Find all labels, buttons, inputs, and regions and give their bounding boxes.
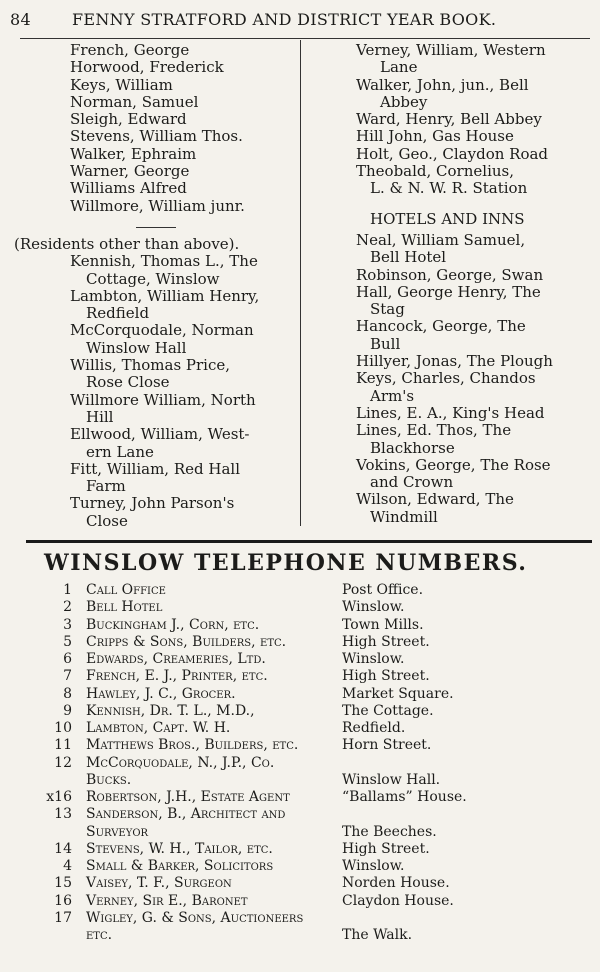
subscriber-name: Bucks. — [86, 771, 132, 788]
telephone-row — [0, 841, 600, 858]
telephone-row — [0, 651, 600, 668]
hotel-entry: Vokins, George, The Rose — [356, 455, 551, 474]
subscriber-location: The Beeches. — [342, 823, 437, 840]
resident-entry: Lambton, William Henry, — [70, 286, 260, 305]
subscriber-name: Robertson, J.H., Estate Agent — [86, 789, 290, 805]
name-entry: Stevens, William Thos. — [70, 127, 243, 146]
subscriber-location: Market Square. — [342, 685, 454, 702]
resident-entry-cont: Redfield — [86, 304, 150, 323]
resident-entry-cont: Farm — [86, 477, 126, 496]
subscriber-location: Winslow. — [342, 858, 405, 874]
subscriber-location: Norden House. — [342, 875, 450, 892]
resident-entry-cont: ern Lane — [86, 442, 154, 461]
name-entry-cont: Abbey — [380, 92, 428, 111]
resident-entry-cont: Rose Close — [86, 373, 170, 392]
column-divider — [300, 40, 301, 526]
telephone-row — [0, 927, 600, 944]
hotel-entry-cont: Bull — [370, 334, 401, 353]
hotel-entry: Lines, Ed. Thos, The — [356, 421, 512, 440]
hotel-entry: Hancock, George, The — [356, 317, 526, 336]
subscriber-name: Verney, Sir E., Baronet — [86, 892, 248, 909]
telephone-number: 10 — [54, 720, 72, 736]
subscriber-location: Winslow. — [342, 651, 405, 667]
name-entry: Willmore, William junr. — [70, 196, 245, 215]
telephone-row — [0, 703, 600, 720]
hotel-entry: Robinson, George, Swan — [356, 265, 544, 284]
hotel-entry: Hillyer, Jonas, The Plough — [356, 352, 553, 371]
resident-entry-cont: Winslow Hall — [86, 338, 187, 357]
hotel-entry-cont: Arm's — [370, 386, 415, 405]
telephone-row — [0, 893, 600, 910]
hotel-entry-cont: Blackhorse — [370, 438, 455, 457]
telephone-row — [0, 686, 600, 703]
name-entry: Williams Alfred — [70, 179, 187, 198]
telephone-row — [0, 910, 600, 927]
telephone-number: 1 — [63, 582, 72, 598]
name-entry-cont: L. & N. W. R. Station — [370, 179, 528, 198]
telephone-title: WINSLOW TELEPHONE NUMBERS. — [44, 550, 528, 576]
telephone-row — [0, 875, 600, 892]
subscriber-name: Stevens, W. H., Tailor, etc. — [86, 840, 273, 857]
subscriber-location: Horn Street. — [342, 737, 432, 754]
subscriber-location: Post Office. — [342, 582, 424, 598]
telephone-number: 8 — [63, 685, 72, 702]
telephone-number: 15 — [54, 875, 72, 892]
hotel-entry-cont: and Crown — [370, 473, 454, 492]
resident-entry-cont: Close — [86, 511, 128, 530]
running-title: FENNY STRATFORD AND DISTRICT YEAR BOOK. — [72, 10, 497, 29]
telephone-row — [0, 789, 600, 806]
telephone-row — [0, 668, 600, 685]
telephone-row — [0, 737, 600, 754]
telephone-row — [0, 599, 600, 616]
subscriber-name: Wigley, G. & Sons, Auctioneers — [86, 909, 304, 926]
hotel-entry: Hall, George Henry, The — [356, 282, 541, 301]
left-column — [14, 42, 288, 530]
name-entry: Keys, William — [70, 75, 173, 94]
hotel-entry: Wilson, Edward, The — [356, 490, 514, 509]
resident-entry: Fitt, William, Red Hall — [70, 459, 241, 478]
name-entry: Walker, Ephraim — [70, 144, 197, 163]
resident-entry: McCorquodale, Norman — [70, 321, 254, 340]
hotel-entry-cont: Bell Hotel — [370, 248, 447, 267]
subscriber-location: The Cottage. — [342, 702, 434, 719]
name-entry: Warner, George — [70, 162, 190, 181]
telephone-row — [0, 806, 600, 823]
resident-entry-cont: Hill — [86, 407, 114, 426]
subscriber-location: High Street. — [342, 840, 430, 857]
telephone-row — [0, 772, 600, 789]
subscriber-name: etc. — [86, 927, 113, 943]
subscriber-location: High Street. — [342, 668, 430, 685]
telephone-number: x16 — [46, 789, 72, 805]
right-column — [356, 42, 594, 526]
name-entry: Horwood, Frederick — [70, 58, 224, 77]
section-rule — [26, 540, 592, 543]
subscriber-name: Edwards, Creameries, Ltd. — [86, 651, 266, 667]
page-number: 84 — [10, 10, 31, 29]
telephone-row — [0, 582, 600, 599]
subscriber-location: Claydon House. — [342, 892, 454, 909]
subscriber-name: Bell Hotel — [86, 599, 163, 616]
subscriber-location: High Street. — [342, 633, 430, 650]
telephone-row — [0, 755, 600, 772]
hotel-entry-cont: Stag — [370, 300, 405, 319]
telephone-row — [0, 634, 600, 651]
subscriber-name: Lambton, Capt. W. H. — [86, 720, 231, 736]
telephone-number: 16 — [54, 892, 72, 909]
name-entry-cont: Lane — [380, 58, 418, 77]
residents-heading: (Residents other than above). — [14, 234, 240, 253]
name-entry: Ward, Henry, Bell Abbey — [356, 110, 542, 129]
telephone-row — [0, 858, 600, 875]
telephone-number: 6 — [63, 651, 72, 667]
subscriber-location: Redfield. — [342, 720, 406, 736]
subscriber-name: Matthews Bros., Builders, etc. — [86, 737, 299, 754]
telephone-number: 13 — [54, 806, 72, 823]
subscriber-name: Sanderson, B., Architect and — [86, 806, 286, 823]
subscriber-name: French, E. J., Printer, etc. — [86, 668, 268, 685]
subscriber-location: The Walk. — [342, 927, 413, 943]
subscriber-name: Surveyor — [86, 823, 149, 840]
header-rule — [20, 38, 590, 39]
subscriber-name: Hawley, J. C., Grocer. — [86, 685, 236, 702]
telephone-number: 7 — [63, 668, 72, 685]
name-entry: French, George — [70, 41, 190, 59]
name-entry: Sleigh, Edward — [70, 110, 187, 129]
hotel-entry: Lines, E. A., King's Head — [356, 403, 545, 422]
resident-entry: Kennish, Thomas L., The — [70, 252, 258, 271]
telephone-number: 2 — [63, 599, 72, 616]
subscriber-location: “Ballams” House. — [342, 789, 467, 805]
name-entry: Norman, Samuel — [70, 92, 199, 111]
subscriber-name: Call Office — [86, 582, 166, 598]
resident-entry-cont: Cottage, Winslow — [86, 269, 220, 288]
telephone-number: 14 — [54, 840, 72, 857]
telephone-number: 17 — [54, 909, 72, 926]
subscriber-name: Kennish, Dr. T. L., M.D., — [86, 702, 255, 719]
telephone-number: 12 — [54, 754, 72, 771]
page-header — [0, 8, 600, 32]
resident-entry: Willmore William, North — [70, 390, 256, 409]
resident-entry: Turney, John Parson's — [70, 494, 235, 513]
hotel-entry-cont: Windmill — [370, 507, 438, 526]
subscriber-location: Town Mills. — [342, 616, 424, 633]
name-entry: Hill John, Gas House — [356, 127, 514, 146]
hotel-entry: Neal, William Samuel, — [356, 230, 526, 249]
telephone-number: 4 — [63, 858, 72, 874]
name-entry: Theobald, Cornelius, — [356, 162, 514, 181]
telephone-number: 11 — [54, 737, 72, 754]
name-entry: Holt, Geo., Claydon Road — [356, 144, 549, 163]
subscriber-location: Winslow. — [342, 599, 405, 616]
subscriber-name: Vaisey, T. F., Surgeon — [86, 875, 232, 892]
telephone-row — [0, 720, 600, 737]
telephone-row — [0, 617, 600, 634]
resident-entry: Ellwood, William, West- — [70, 425, 250, 444]
subscriber-location: Winslow Hall. — [342, 771, 441, 788]
subscriber-name: Cripps & Sons, Builders, etc. — [86, 633, 287, 650]
name-entry: Walker, John, jun., Bell — [356, 75, 529, 94]
subscriber-name: Small & Barker, Solicitors — [86, 858, 274, 874]
telephone-number: 3 — [63, 616, 72, 633]
name-entry: Verney, William, Western — [356, 41, 546, 59]
telephone-list — [0, 582, 600, 944]
resident-entry: Willis, Thomas Price, — [70, 356, 231, 375]
subscriber-name: Buckingham J., Corn, etc. — [86, 616, 260, 633]
subscriber-name: McCorquodale, N., J.P., Co. — [86, 754, 275, 771]
hotel-entry: Keys, Charles, Chandos — [356, 369, 536, 388]
telephone-number: 9 — [63, 702, 72, 719]
hotels-heading: HOTELS AND INNS — [370, 209, 525, 228]
telephone-number: 5 — [63, 633, 72, 650]
section-divider — [136, 227, 176, 228]
telephone-row — [0, 824, 600, 841]
